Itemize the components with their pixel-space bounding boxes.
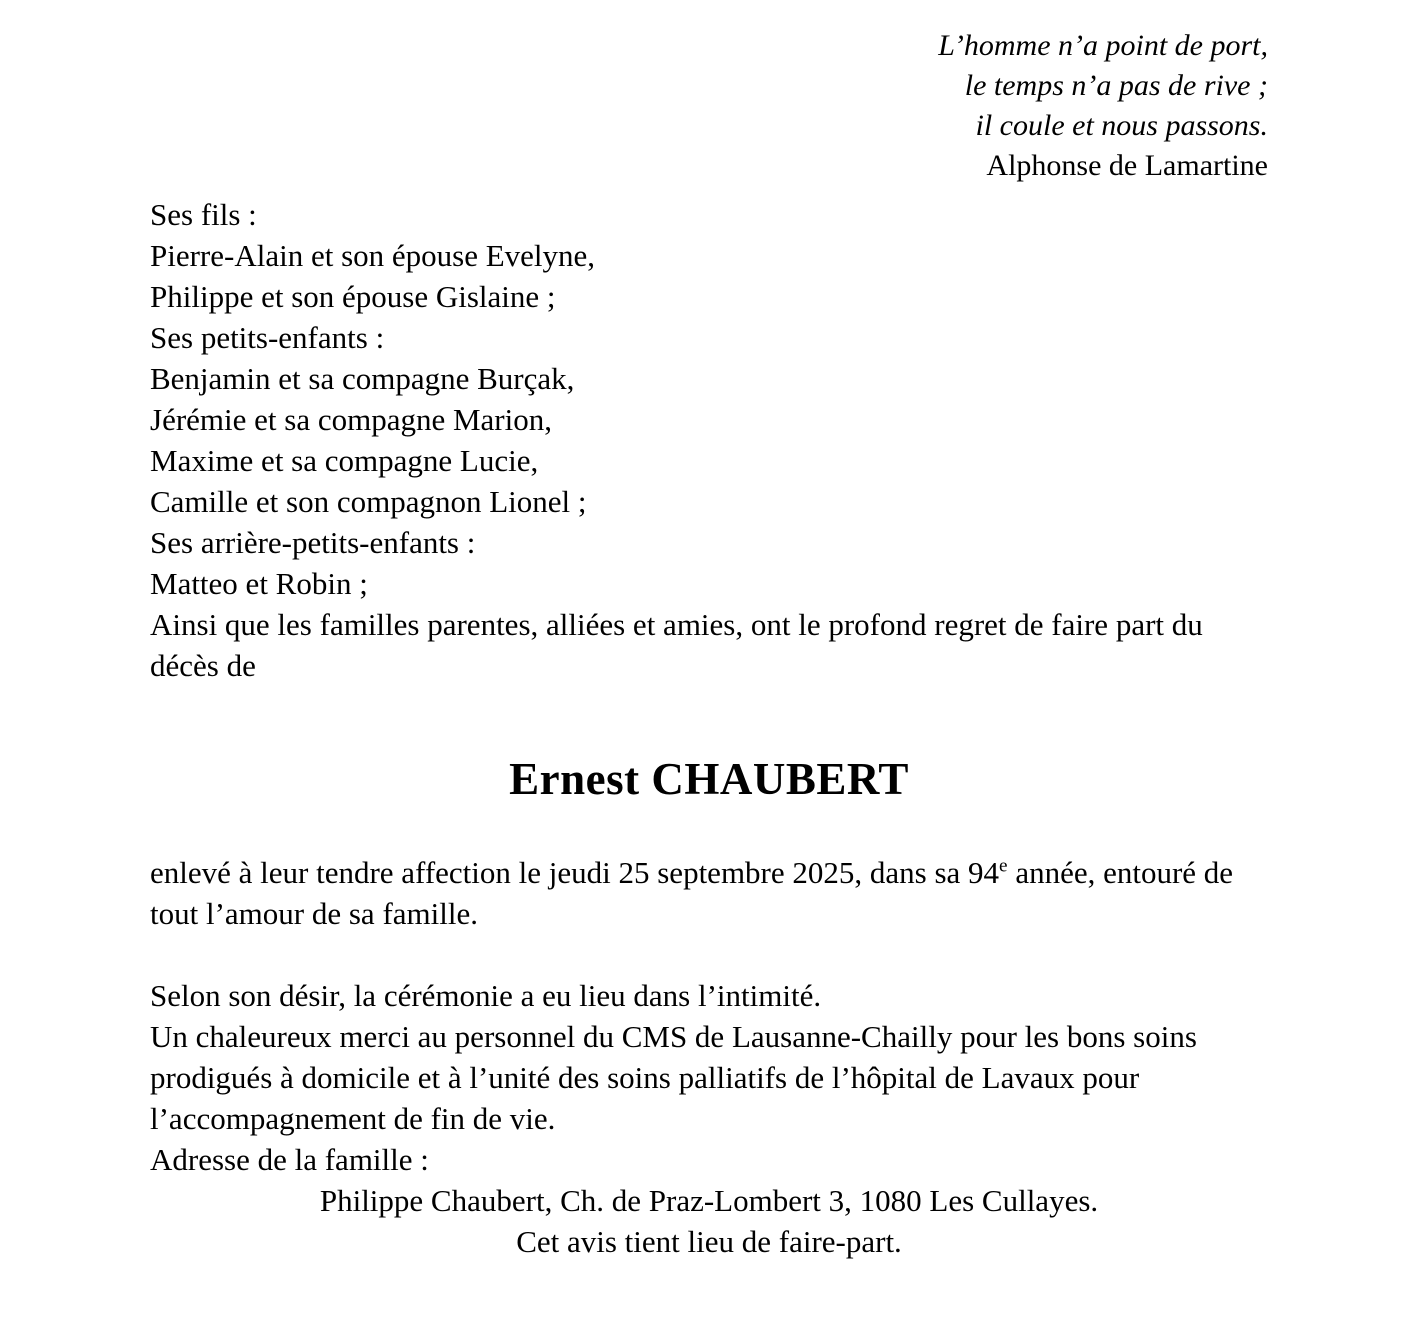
quote-line-3: il coule et nous passons. xyxy=(975,109,1268,142)
family-list-item: Matteo et Robin ; xyxy=(150,566,368,601)
family-list-item: Ses arrière-petits-enfants : xyxy=(150,525,476,560)
family-list-item: Jérémie et sa compagne Marion, xyxy=(150,402,552,437)
quote-line-2: le temps n’a pas de rive ; xyxy=(964,69,1268,102)
closing-note: Cet avis tient lieu de faire-part. xyxy=(516,1224,902,1259)
family-list xyxy=(150,194,1268,686)
quote-attribution: Alphonse de Lamartine xyxy=(986,149,1268,182)
death-notice-paragraph xyxy=(150,852,1268,934)
family-list-item: Benjamin et sa compagne Burçak, xyxy=(150,361,575,396)
family-list-item: Ses fils : xyxy=(150,197,257,232)
ordinal-superscript: e xyxy=(999,855,1008,877)
epigraph-quote xyxy=(150,26,1268,186)
quote-line-1: L’homme n’a point de port, xyxy=(938,29,1268,62)
closing-block xyxy=(150,975,1268,1262)
address-label: Adresse de la famille : xyxy=(150,1142,429,1177)
announcement-sentence: Ainsi que les familles parentes, alliées et amies, ont le profond regret de faire part du décès de xyxy=(150,607,1203,683)
family-list-item: Camille et son compagnon Lionel ; xyxy=(150,484,587,519)
death-notice-text-end: année, entouré de tout l’amour de sa famille. xyxy=(150,855,1234,931)
family-list-item: Philippe et son épouse Gislaine ; xyxy=(150,279,556,314)
ceremony-sentence: Selon son désir, la cérémonie a eu lieu dans l’intimité. xyxy=(150,978,822,1013)
family-address: Philippe Chaubert, Ch. de Praz-Lombert 3, 1080 Les Cullayes. xyxy=(319,1183,1099,1218)
deceased-name: Ernest CHAUBERT xyxy=(509,754,909,804)
family-list-item: Pierre-Alain et son épouse Evelyne, xyxy=(150,238,596,273)
family-list-item: Maxime et sa compagne Lucie, xyxy=(150,443,539,478)
family-list-item: Ses petits-enfants : xyxy=(150,320,385,355)
thanks-paragraph: Un chaleureux merci au personnel du CMS de Lausanne-Chailly pour les bons soins prodigués à domicile et à l’unité des soins palliatifs de l’hôpital de Lavaux pour l’accompagnement de fin de vie. xyxy=(150,1019,1197,1136)
death-notice-text-start: enlevé à leur tendre affection le jeudi 25 septembre 2025, dans sa 94 xyxy=(150,855,1000,890)
